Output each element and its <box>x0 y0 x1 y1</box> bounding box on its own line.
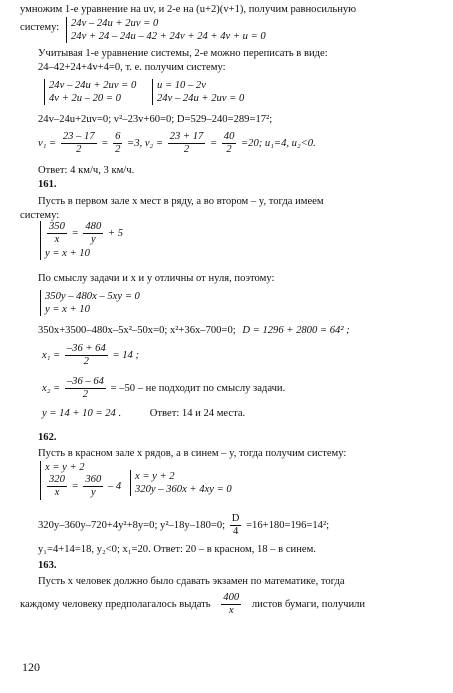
root-formula: x₂ = $\frac{-36 - 64}{2}$ = –50 – не подходит по смыслу задачи. <box>42 376 286 400</box>
problem-number: 162. <box>38 432 57 443</box>
equation-system <box>130 470 232 496</box>
page-number: 120 <box>22 660 40 674</box>
equation: x = y + 2 <box>45 462 85 473</box>
equation-system <box>40 290 140 316</box>
text-line: каждому человеку предполагалось выдать $\frac{400}{x}$ листов бумаги, получили <box>20 592 366 616</box>
text-line: систему: <box>20 22 60 33</box>
text-line: Пусть x человек должно было сдавать экзамен по математике, тогда <box>38 576 345 587</box>
equation: u = 10 – 2v <box>157 80 206 91</box>
equation: 24v + 24 – 24u – 42 + 24v + 24 + 4v + u = 0 <box>71 31 266 42</box>
equation: y = x + 10 <box>45 248 90 259</box>
text-line: Учитывая 1-е уравнение системы, 2-е можно переписать в виде: <box>38 48 328 59</box>
text-line: 24–42+24+4v+4=0, т. е. получим систему: <box>38 62 226 73</box>
equation-system <box>152 79 244 105</box>
equation: 24v – 24u + 2uv = 0 <box>49 80 137 91</box>
equation: 4v + 2u – 20 = 0 <box>49 93 121 104</box>
text-line: Пусть в красном зале x рядов, а в синем – y, тогда получим систему: <box>38 448 347 459</box>
text-line: Пусть в первом зале x мест в ряду, а во втором – y, тогда имеем <box>38 196 324 207</box>
roots-formula: v₁ = $\frac{23 - 17}{2}$ = $\frac{6}{2}$ =3, v₂ = $\frac{23 + 17}{2}$ = $\frac{40}{2}$ =20; u₁=4, u₂<0. <box>38 131 316 155</box>
equation-system <box>66 17 266 43</box>
root-formula: x₁ = $\frac{-36 + 64}{2}$ = 14 ; <box>42 343 140 367</box>
text-line: умножим 1-е уравнение на uv, и 2-е на (u+2)(v+1), получим равносильную <box>20 4 357 15</box>
problem-number: 161. <box>38 179 57 190</box>
text-line: 350x+3500–480x–5x²–50x=0; x²+36x–700=0; D = 1296 + 2800 = 64² ; <box>38 325 350 336</box>
result-line: y = 14 + 10 = 24 . Ответ: 14 и 24 места. <box>42 408 246 419</box>
text-line: По смыслу задачи и x и y отличны от нуля, поэтому: <box>38 273 275 284</box>
equation: 24v – 24u + 2uv = 0 <box>157 93 245 104</box>
text-line: y₁=4+14=18, y₂<0; x₁=20. Ответ: 20 – в красном, 18 – в синем. <box>38 544 316 555</box>
text-line: 24v–24u+2uv=0; v²–23v+60=0; D=529–240=289=17²; <box>38 114 273 125</box>
equation-system: $\frac{350}{x}$ = $\frac{480}{y}$ + 5 y = x + 10 <box>40 221 123 260</box>
problem-number: 163. <box>38 560 57 571</box>
equation: 350y – 480x – 5xy = 0 <box>45 291 140 302</box>
equation: 320y – 360x + 4xy = 0 <box>135 484 232 495</box>
text-line: 320y–360y–720+4y²+8y=0; y²–18y–180=0; $\frac{D}{4}$ =16+180=196=14²; <box>38 513 330 537</box>
equation: y = x + 10 <box>45 304 90 315</box>
equation-system: x = y + 2 $\frac{320}{x}$ = $\frac{360}{y}$ – 4 <box>40 461 121 500</box>
answer-line: Ответ: 4 км/ч, 3 км/ч. <box>38 165 135 176</box>
equation: x = y + 2 <box>135 471 175 482</box>
equation-system <box>44 79 136 105</box>
equation: 24v – 24u + 2uv = 0 <box>71 18 159 29</box>
text-line: систему: <box>20 210 60 221</box>
